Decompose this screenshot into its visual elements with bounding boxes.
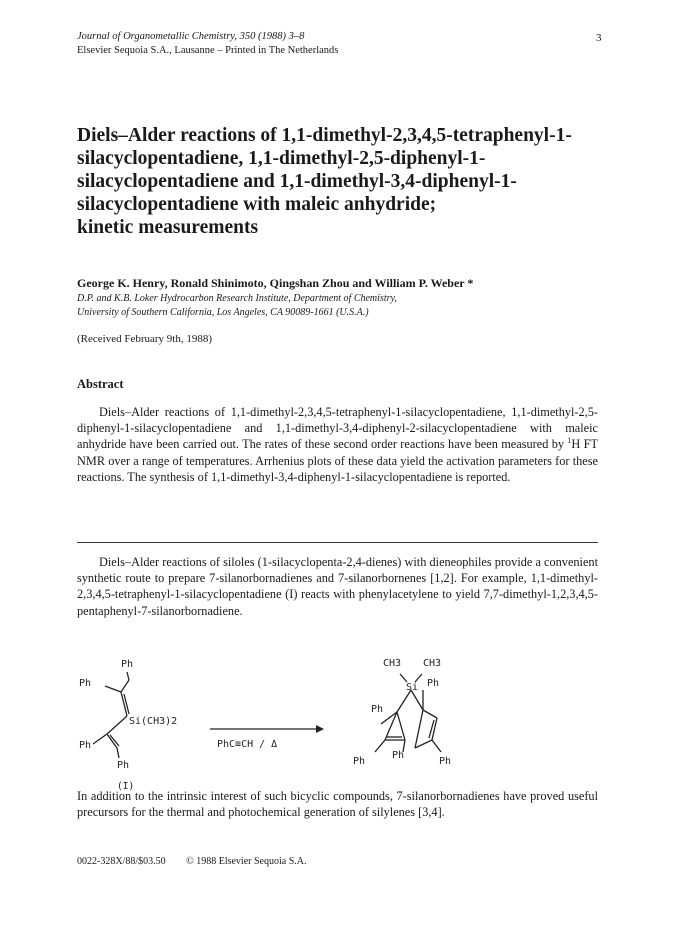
compound-label: (I): [117, 781, 135, 792]
reaction-arrow: [210, 725, 324, 733]
paragraph-text: Diels–Alder reactions of siloles (1-silacyclopenta-2,4-dienes) with dieneophiles provide a convenient synthetic route to prepare 7-silanorbornadienes and 7-silanorbornenes [1,2]. For example, 1,1-dimethyl-2,3,4,5-tetraphenyl-1-silacyclopentadiene (I) reacts with phenylacetylene to yield 7,7-dimethyl-1,2,3,4,5-pentaphenyl-7-silanorbornadiene.: [77, 555, 598, 618]
title-line: silacyclopentadiene, 1,1-dimethyl-2,5-diphenyl-1-: [77, 148, 486, 169]
journal-header: [77, 30, 338, 58]
abstract-text: H FT NMR over a range of temperatures. Arrhenius plots of these data yield the activation parameters for these reactions. The synthesis of 1,1-dimethyl-3,4-diphenyl-1-silacyclopentadiene is reported.: [77, 437, 598, 484]
ph-label: Ph: [392, 750, 405, 761]
ph-label: Ph: [439, 756, 452, 767]
silole-structure: [93, 672, 129, 758]
ph-label: Ph: [353, 756, 366, 767]
ph-label: Ph: [79, 740, 92, 751]
abstract-heading: Abstract: [77, 377, 124, 391]
affiliation-line: University of Southern California, Los Angeles, CA 90089-1661 (U.S.A.): [77, 306, 369, 318]
si-label: Si: [406, 682, 419, 693]
section-divider: [77, 542, 598, 543]
title-line: kinetic measurements: [77, 217, 259, 238]
body-paragraph: [77, 554, 598, 619]
affiliation-line: D.P. and K.B. Loker Hydrocarbon Research Institute, Department of Chemistry,: [77, 293, 397, 304]
abstract-body: [77, 404, 598, 485]
paragraph-text: In addition to the intrinsic interest of such bicyclic compounds, 7-silanorbornadienes have proved useful precursors for the thermal and photochemical generation of silylenes [3,4].: [77, 789, 598, 820]
copyright: © 1988 Elsevier Sequoia S.A.: [186, 856, 307, 867]
superscript: 1: [567, 436, 572, 446]
affiliation: [77, 292, 397, 319]
received-date: (Received February 9th, 1988): [77, 333, 213, 345]
title-line: silacyclopentadiene and 1,1-dimethyl-3,4-diphenyl-1-: [77, 171, 517, 192]
page-number: 3: [596, 32, 602, 44]
reaction-scheme: [77, 652, 607, 792]
ph-label: Ph: [79, 678, 92, 689]
ph-label: Ph: [121, 659, 134, 670]
si-dimethyl-label: Si(CH3)2: [129, 716, 178, 727]
methyl-label: CH3: [383, 658, 402, 669]
body-paragraph: [77, 788, 598, 820]
publisher-line: Elsevier Sequoia S.A., Lausanne – Printed in The Netherlands: [77, 45, 339, 56]
journal-citation: Journal of Organometallic Chemistry, 350 (1988) 3–8: [77, 31, 305, 42]
footer: [77, 856, 324, 867]
title-line: Diels–Alder reactions of 1,1-dimethyl-2,3,4,5-tetraphenyl-1-: [77, 125, 572, 146]
issn-code: 0022-328X/88/$03.50: [77, 856, 166, 867]
ph-label: Ph: [427, 678, 440, 689]
ph-label: Ph: [371, 704, 384, 715]
ph-label: Ph: [117, 760, 130, 771]
article-title: [77, 124, 617, 239]
methyl-label: CH3: [423, 658, 442, 669]
reagent-label: PhC≡CH / Δ: [217, 739, 278, 750]
title-line: silacyclopentadiene with maleic anhydride;: [77, 194, 437, 215]
author-list: George K. Henry, Ronald Shinimoto, Qingshan Zhou and William P. Weber *: [77, 276, 474, 290]
abstract-text: Diels–Alder reactions of 1,1-dimethyl-2,3,4,5-tetraphenyl-1-silacyclopentadiene, 1,1-dimethyl-2,5-diphenyl-1-silacyclopentadiene and 1,1-dimethyl-3,4-diphenyl-2-silacyclopentadiene with maleic anhydride have been carried out. The rates of these second order reactions have been measured by: [77, 405, 598, 452]
